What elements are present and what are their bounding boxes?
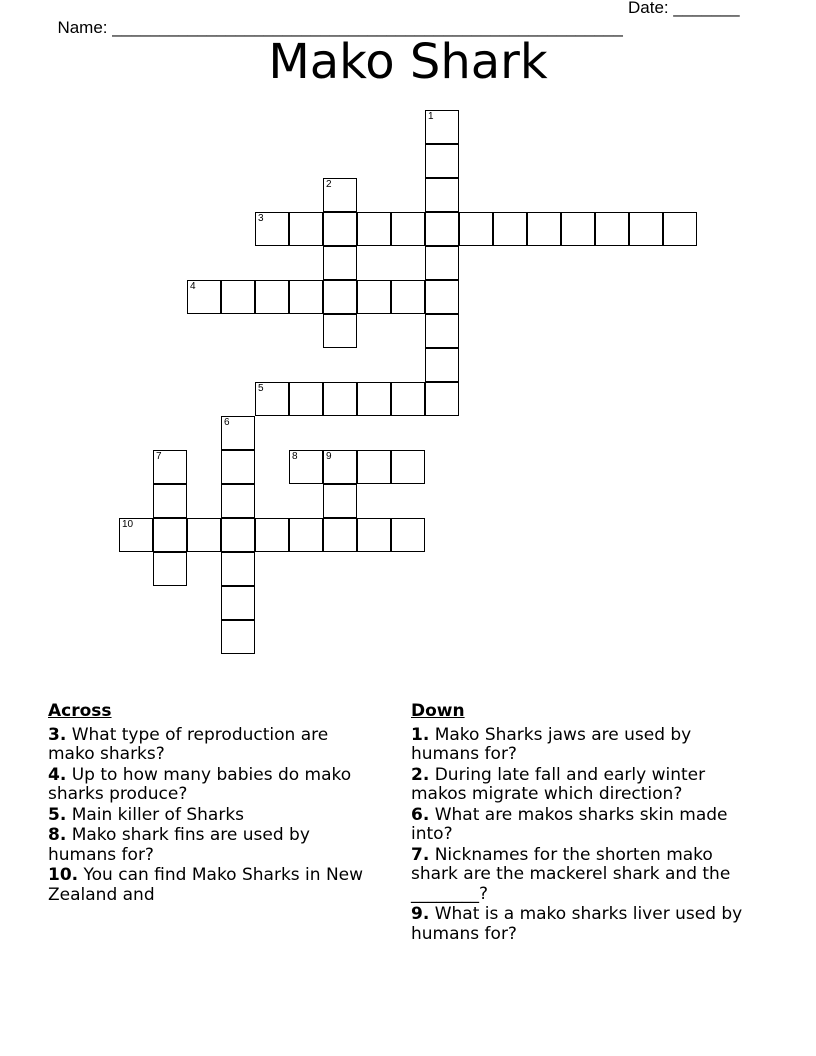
clue-text: You can find Mako Sharks in New Zealand and [48, 865, 364, 905]
grid-cell[interactable] [391, 212, 425, 246]
grid-cell[interactable] [221, 552, 255, 586]
grid-cell[interactable] [391, 450, 425, 484]
grid-cell[interactable] [323, 246, 357, 280]
grid-cell[interactable] [255, 518, 289, 552]
grid-cell[interactable] [425, 246, 459, 280]
grid-cell[interactable] [527, 212, 561, 246]
grid-cell[interactable] [425, 178, 459, 212]
grid-cell[interactable] [425, 382, 459, 416]
clue-number: 3 [258, 213, 264, 224]
grid-cell[interactable] [425, 314, 459, 348]
grid-cell[interactable] [153, 484, 187, 518]
clue-label: 2. [411, 764, 430, 785]
clue-number: 10 [122, 519, 134, 530]
down-clues [411, 702, 761, 945]
grid-cell[interactable] [221, 416, 255, 450]
clue-item [48, 866, 378, 905]
clue-item [411, 726, 761, 765]
clue-label: 1. [411, 724, 430, 745]
grid-cell[interactable] [255, 382, 289, 416]
clue-number: 7 [156, 451, 162, 462]
clue-text: Main killer of Sharks [66, 804, 245, 825]
clue-item [48, 766, 378, 805]
grid-cell[interactable] [493, 212, 527, 246]
down-heading: Down [411, 701, 465, 721]
clue-number: 8 [292, 451, 298, 462]
grid-cell[interactable] [289, 280, 323, 314]
clue-number: 1 [428, 111, 434, 122]
grid-cell[interactable] [221, 620, 255, 654]
grid-cell[interactable] [289, 382, 323, 416]
clue-text: What type of reproduction are mako sharks? [48, 724, 329, 764]
grid-cell[interactable] [323, 280, 357, 314]
puzzle-title: Mako Shark [268, 34, 548, 90]
grid-cell[interactable] [357, 212, 391, 246]
grid-cell[interactable] [255, 280, 289, 314]
grid-cell[interactable] [561, 212, 595, 246]
grid-cell[interactable] [289, 212, 323, 246]
grid-cell[interactable] [425, 280, 459, 314]
date-label: Date: _______ [628, 0, 740, 17]
name-label: Name: ______________________________________________________ [57, 18, 623, 37]
grid-cell[interactable] [187, 280, 221, 314]
clue-label: 7. [411, 844, 430, 865]
grid-cell[interactable] [663, 212, 697, 246]
grid-cell[interactable] [289, 450, 323, 484]
grid-cell[interactable] [255, 212, 289, 246]
grid-cell[interactable] [289, 518, 323, 552]
clue-number: 2 [326, 179, 332, 190]
grid-cell[interactable] [153, 518, 187, 552]
clue-label: 10. [48, 865, 79, 885]
grid-cell[interactable] [425, 144, 459, 178]
grid-cell[interactable] [187, 518, 221, 552]
clue-label: 5. [48, 804, 67, 825]
grid-cell[interactable] [323, 178, 357, 212]
grid-cell[interactable] [357, 280, 391, 314]
clue-text: Up to how many babies do mako sharks produce? [48, 764, 352, 804]
clue-number: 5 [258, 383, 264, 394]
grid-cell[interactable] [357, 518, 391, 552]
grid-cell[interactable] [323, 212, 357, 246]
clue-item [411, 806, 761, 845]
clue-item [411, 766, 761, 805]
clue-number: 6 [224, 417, 230, 428]
clue-text: What is a mako sharks liver used by humans for? [411, 904, 743, 944]
grid-cell[interactable] [221, 586, 255, 620]
grid-cell[interactable] [153, 552, 187, 586]
across-heading: Across [48, 701, 112, 721]
clue-item [48, 826, 378, 865]
grid-cell[interactable] [221, 450, 255, 484]
clue-label: 3. [48, 724, 67, 745]
grid-cell[interactable] [629, 212, 663, 246]
grid-cell[interactable] [153, 450, 187, 484]
grid-cell[interactable] [357, 450, 391, 484]
grid-cell[interactable] [323, 382, 357, 416]
clue-text: Mako Sharks jaws are used by humans for? [411, 724, 692, 764]
clue-label: 9. [411, 904, 430, 924]
clue-text: Nicknames for the shorten mako shark are the mackerel shark and the ________? [411, 844, 731, 904]
clue-text: What are makos sharks skin made into? [411, 804, 728, 844]
grid-cell[interactable] [323, 450, 357, 484]
clue-text: Mako shark fins are used by humans for? [48, 825, 310, 865]
grid-cell[interactable] [221, 518, 255, 552]
clue-item [48, 806, 378, 826]
grid-cell[interactable] [459, 212, 493, 246]
grid-cell[interactable] [595, 212, 629, 246]
grid-cell[interactable] [119, 518, 153, 552]
across-clues [48, 702, 378, 906]
grid-cell[interactable] [391, 280, 425, 314]
grid-cell[interactable] [323, 518, 357, 552]
grid-cell[interactable] [221, 280, 255, 314]
clue-item [48, 726, 378, 765]
clue-text: During late fall and early winter makos migrate which direction? [411, 764, 706, 804]
grid-cell[interactable] [425, 348, 459, 382]
grid-cell[interactable] [357, 382, 391, 416]
clue-item [411, 905, 761, 944]
clue-label: 8. [48, 825, 67, 845]
clue-number: 4 [190, 281, 196, 292]
grid-cell[interactable] [391, 382, 425, 416]
grid-cell[interactable] [425, 110, 459, 144]
grid-cell[interactable] [391, 518, 425, 552]
grid-cell[interactable] [425, 212, 459, 246]
clue-label: 4. [48, 764, 67, 785]
grid-cell[interactable] [323, 314, 357, 348]
clue-number: 9 [326, 451, 332, 462]
clue-label: 6. [411, 804, 430, 825]
grid-cell[interactable] [323, 484, 357, 518]
grid-cell[interactable] [221, 484, 255, 518]
clue-item [411, 846, 761, 905]
